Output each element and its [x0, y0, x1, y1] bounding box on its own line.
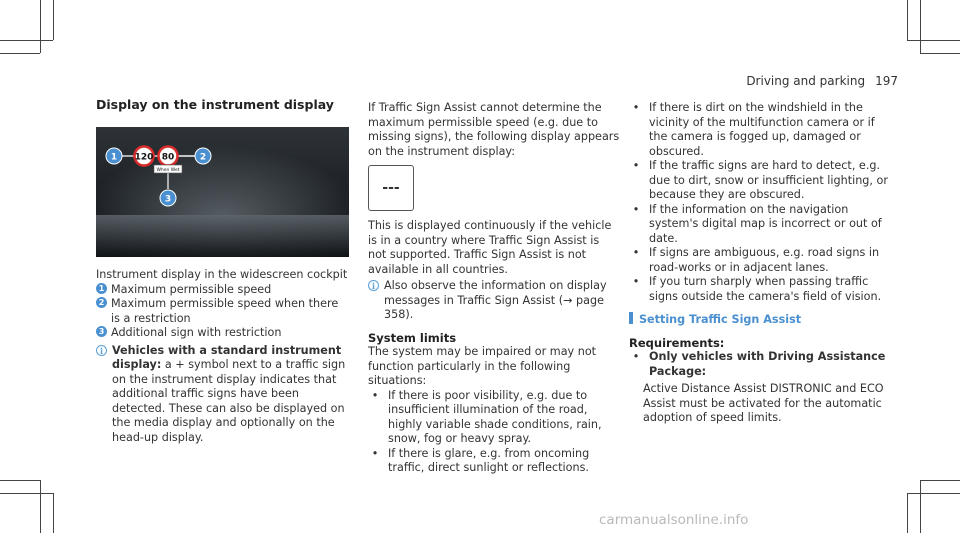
- list-item: 3 Additional sign with restriction: [96, 326, 349, 341]
- callout-2: 2: [199, 152, 207, 163]
- paragraph: Active Distance Assist DISTRONIC and ECO Assist must be activated for the automatic adoption of speed limits.: [643, 382, 884, 424]
- note-block: [368, 279, 620, 323]
- crop-mark: [920, 53, 960, 54]
- instrument-display-illustration: [96, 127, 349, 257]
- crop-mark: [0, 493, 53, 494]
- speed-sign-max: 120: [134, 152, 154, 163]
- crop-mark: [920, 480, 960, 481]
- instrument-display-figure: [96, 127, 349, 257]
- dashes-text: ---: [382, 179, 400, 196]
- list-item: 1 Maximum permissible speed: [96, 283, 349, 298]
- no-speed-display-icon: [368, 165, 414, 211]
- paragraph: This is displayed continuously if the vehicle is in a country where Traffic Sign Assist is not supported. Traffic Sign Assist is not available in all countries.: [368, 219, 612, 276]
- page-number: 197: [875, 74, 898, 88]
- additional-sign-text: When Wet: [156, 168, 180, 173]
- crop-mark: [40, 0, 41, 53]
- crop-mark: [0, 480, 40, 481]
- section-heading: Setting Traffic Sign Assist: [629, 312, 895, 328]
- info-icon: i: [96, 345, 107, 356]
- list-item: 2 Maximum permissible speed when there is a restriction: [96, 297, 349, 326]
- heading-bar: [629, 312, 633, 324]
- number-badge: 3: [96, 326, 107, 337]
- intro-paragraph: If Traffic Sign Assist cannot determine the maximum permissible speed (e.g. due to missing signs), the following display appears on the instrument display:: [368, 101, 620, 158]
- note-block: [96, 344, 349, 446]
- figure-caption: Instrument display in the widescreen cockpit: [96, 268, 348, 281]
- requirements-label: Requirements:: [629, 335, 725, 350]
- crop-mark: [40, 480, 41, 533]
- left-column: [96, 98, 349, 113]
- section-title: Driving and parking: [746, 74, 866, 88]
- info-icon: i: [368, 280, 379, 291]
- callout-1: 1: [110, 152, 118, 163]
- crop-mark: [907, 40, 960, 41]
- subheading: System limits: [368, 330, 457, 345]
- crop-mark: [0, 40, 53, 41]
- paragraph: The system may be impaired or may not function particularly in the following situations:: [368, 345, 597, 387]
- crop-mark: [53, 0, 54, 40]
- note-text: Also observe the information on display messages in Traffic Sign Assist (→ page 358).: [384, 279, 607, 321]
- speed-sign-restricted: 80: [161, 152, 175, 163]
- note-title: Vehicles with a standard instrument display:: [112, 343, 342, 371]
- page-header: [746, 74, 898, 88]
- list-item: • If the traffic signs are hard to detect, e.g. due to dirt, snow or insufficient lighting, or because they are obscured.: [632, 159, 888, 201]
- note-text: a + symbol next to a traffic sign on the instrument display indicates that additional traffic signs have been detected. These can also be displayed on the media display and optionally on the head-up display.: [112, 358, 346, 444]
- crop-mark: [0, 53, 40, 54]
- list-item: • If there is dirt on the windshield in the vicinity of the multifunction camera or if the camera is fogged up, damaged or obscured.: [632, 101, 875, 158]
- left-column-body: [96, 268, 349, 445]
- crop-mark: [907, 0, 908, 40]
- crop-mark: [920, 480, 921, 533]
- crop-mark: [53, 493, 54, 533]
- list-item: • Only vehicles with Driving Assistance Package:: [632, 350, 886, 378]
- middle-column: [368, 101, 620, 476]
- section-heading: Display on the instrument display: [96, 97, 334, 112]
- list-item: • If there is poor visibility, e.g. due to insufficient illumination of the road, highly variable shade conditions, rain, snow, fog or heavy spray.: [371, 388, 602, 445]
- number-badge: 2: [96, 297, 107, 308]
- watermark: carmanualsonline.info: [599, 512, 749, 528]
- number-badge: 1: [96, 283, 107, 294]
- crop-mark: [907, 493, 908, 533]
- list-item: • If the information on the navigation system's digital map is incorrect or out of date.: [632, 202, 882, 245]
- crop-mark: [920, 0, 921, 53]
- list-item: • If signs are ambiguous, e.g. road signs in road-works or in adjacent lanes.: [632, 246, 880, 274]
- right-column: [629, 101, 895, 426]
- list-item: • If you turn sharply when passing traffic signs outside the camera's field of vision.: [632, 275, 882, 303]
- crop-mark: [907, 493, 960, 494]
- callout-3: 3: [164, 194, 172, 205]
- list-item: • If there is glare, e.g. from oncoming traffic, direct sunlight or reflections.: [371, 446, 590, 474]
